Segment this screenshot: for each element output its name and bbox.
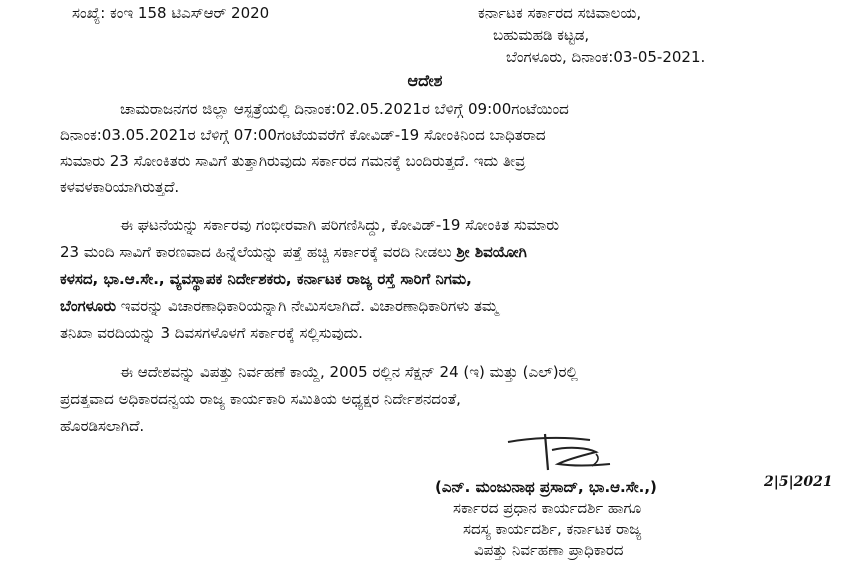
paragraph-3-line3: ಹೊರಡಿಸಲಾಗಿದೆ. (60, 417, 145, 435)
office-address-date: ಬೆಂಗಳೂರು, ದಿನಾಂಕ:03-05-2021. (506, 48, 706, 66)
handwritten-signature (500, 430, 650, 475)
handwritten-date: 2|5|2021 (764, 474, 833, 490)
officer-name-part1: ಶ್ರೀ ಶಿವಯೋಗಿ (456, 243, 527, 261)
officer-city: ಬೆಂಗಳೂರು (60, 297, 117, 315)
paragraph-1-line4: ಕಳವಳಕಾರಿಯಾಗಿರುತ್ತದೆ. (60, 178, 180, 196)
designation-line2: ಸದಸ್ಯ ಕಾರ್ಯದರ್ಶಿ, ಕರ್ನಾಟಕ ರಾಜ್ಯ (463, 520, 642, 538)
paragraph-3-line1: ಈ ಆದೇಶವನ್ನು ವಿಪತ್ತು ನಿರ್ವಹಣೆ ಕಾಯ್ದೆ, 2005 ರಲ್ಲಿನ ಸೆಕ್ಷನ್ 24 (ಇ) ಮತ್ತು (ಎಲ್)ರಲ್ಲಿ (120, 363, 578, 381)
signatory-name: (ಎನ್. ಮಂಜುನಾಥ ಪ್ರಸಾದ್, ಭಾ.ಆ.ಸೇ.,) (435, 478, 657, 496)
paragraph-1-line3: ಸುಮಾರು 23 ಸೋಂಕಿತರು ಸಾವಿಗೆ ತುತ್ತಾಗಿರುವುದು ಸರ್ಕಾರದ ಗಮನಕ್ಕೆ ಬಂದಿರುತ್ತದೆ. ಇದು ತೀವ್ರ (60, 152, 526, 170)
office-address-line2: ಬಹುಮಹಡಿ ಕಟ್ಟಡ, (493, 26, 590, 44)
designation-line3: ವಿಪತ್ತು ನಿರ್ವಹಣಾ ಪ್ರಾಧಿಕಾರದ (474, 541, 624, 559)
reference-number: ಸಂಖ್ಯೆ: ಕಂಇ 158 ಟಿಎಸ್ಆರ್ 2020 (72, 4, 270, 22)
paragraph-1-line1: ಚಾಮರಾಜನಗರ ಜಿಲ್ಲಾ ಆಸ್ಪತ್ರೆಯಲ್ಲಿ ದಿನಾಂಕ:02.05.2021ರ ಬೆಳಿಗ್ಗೆ 09:00ಗಂಟೆಯಿಂದ (120, 100, 569, 118)
paragraph-2-line2-text: 23 ಮಂದಿ ಸಾವಿಗೆ ಕಾರಣವಾದ ಹಿನ್ನೆಲೆಯನ್ನು ಪತ್ತೆ ಹಚ್ಚಿ ಸರ್ಕಾರಕ್ಕೆ ವರದಿ ನೀಡಲು (60, 243, 457, 261)
officer-designation: ಕಳಸದ, ಭಾ.ಆ.ಸೇ., ವ್ಯವಸ್ಥಾಪಕ ನಿರ್ದೇಶಕರು, ಕರ್ನಾಟಕ ರಾಜ್ಯ ರಸ್ತೆ ಸಾರಿಗೆ ನಿಗಮ, (60, 270, 472, 288)
paragraph-2-line4-text: ಇವರನ್ನು ವಿಚಾರಣಾಧಿಕಾರಿಯನ್ನಾಗಿ ನೇಮಿಸಲಾಗಿದೆ. ವಿಚಾರಣಾಧಿಕಾರಿಗಳು ತಮ್ಮ (116, 297, 499, 315)
paragraph-2-line2 (60, 241, 527, 263)
paragraph-2-line5: ತನಿಖಾ ವರದಿಯನ್ನು 3 ದಿವಸಗಳೊಳಗೆ ಸರ್ಕಾರಕ್ಕೆ ಸಲ್ಲಿಸುವುದು. (60, 324, 363, 342)
paragraph-3-line2: ಪ್ರದತ್ತವಾದ ಅಧಿಕಾರದನ್ವಯ ರಾಜ್ಯ ಕಾರ್ಯಕಾರಿ ಸಮಿತಿಯ ಅಧ್ಯಕ್ಷರ ನಿರ್ದೇಶನದಂತೆ, (60, 390, 461, 408)
designation-line1: ಸರ್ಕಾರದ ಪ್ರಧಾನ ಕಾರ್ಯದರ್ಶಿ ಹಾಗೂ (453, 499, 642, 517)
office-address-line1: ಕರ್ನಾಟಕ ಸರ್ಕಾರದ ಸಚಿವಾಲಯ, (478, 4, 642, 22)
order-title: ಆದೇಶ (407, 71, 443, 90)
paragraph-1-line2: ದಿನಾಂಕ:03.05.2021ರ ಬೆಳಿಗ್ಗೆ 07:00ಗಂಟೆಯವರೆಗೆ ಕೋವಿಡ್-19 ಸೋಂಕಿನಿಂದ ಬಾಧಿತರಾದ (60, 126, 546, 144)
paragraph-2-line1: ಈ ಘಟನೆಯನ್ನು ಸರ್ಕಾರವು ಗಂಭೀರವಾಗಿ ಪರಿಗಣಿಸಿದ್ದು, ಕೋವಿಡ್-19 ಸೋಂಕಿತ ಸುಮಾರು (120, 216, 560, 234)
paragraph-2-line4 (60, 295, 498, 317)
